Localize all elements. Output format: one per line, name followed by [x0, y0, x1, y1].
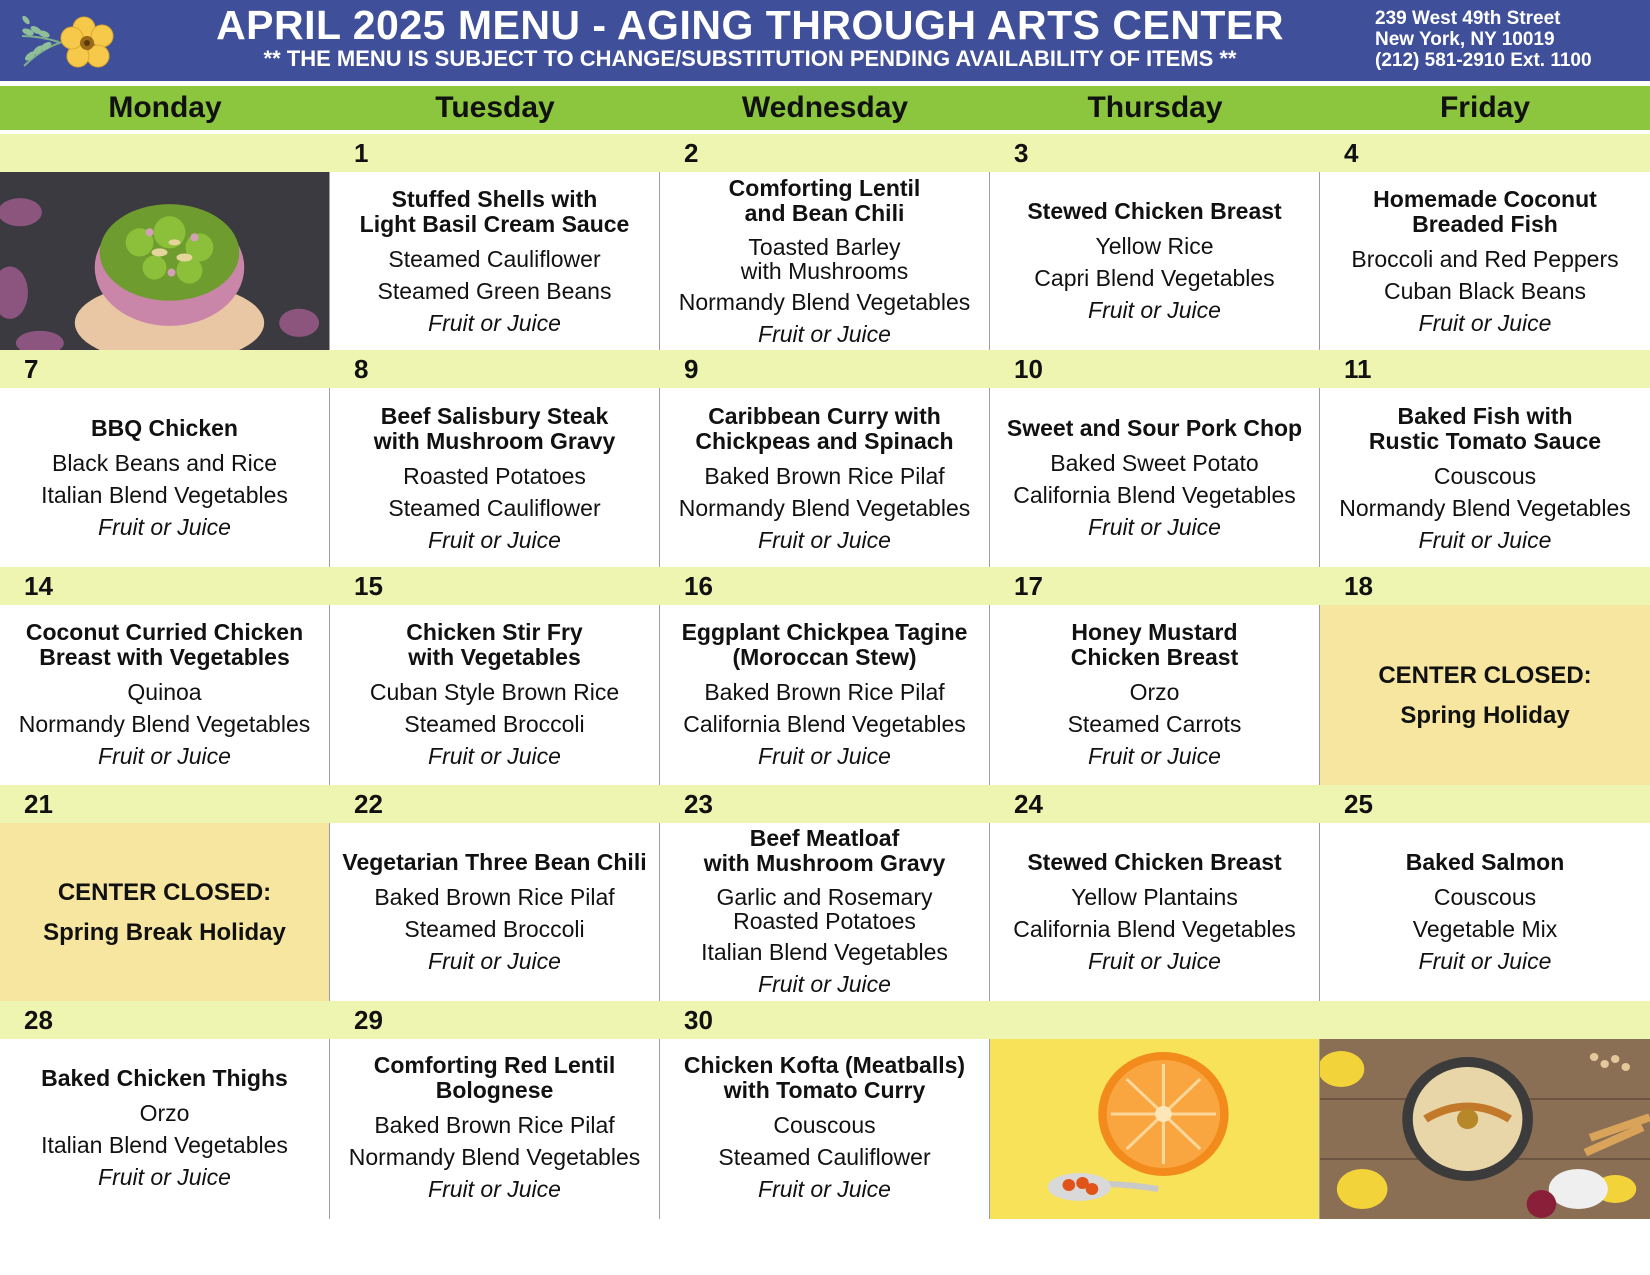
- side-dish: Steamed Cauliflower: [718, 1144, 931, 1170]
- main-dish: [374, 1053, 615, 1103]
- side-dish: Normandy Blend Vegetables: [678, 288, 971, 315]
- fruit-or-juice: Fruit or Juice: [98, 743, 231, 769]
- week-row: [0, 350, 1650, 571]
- main-dish-line: and Bean Chili: [744, 199, 905, 226]
- main-dish: [1369, 404, 1601, 454]
- side-dish: Baked Sweet Potato: [1050, 450, 1259, 476]
- side-dish: Baked Brown Rice Pilaf: [704, 462, 945, 489]
- week-row: [0, 1001, 1650, 1219]
- week-row: [0, 785, 1650, 1003]
- date-strip: [0, 785, 1650, 823]
- main-dish-line: Sweet and Sour Pork Chop: [1006, 415, 1303, 441]
- side-dish: Quinoa: [127, 679, 202, 705]
- main-dish-line: with Vegetables: [408, 644, 581, 670]
- main-dish: [1027, 199, 1281, 224]
- main-dish: [682, 620, 968, 670]
- main-dish-line: Breast with Vegetables: [39, 644, 290, 670]
- date-number: 17: [1014, 571, 1043, 601]
- main-dish: [729, 176, 921, 226]
- main-dish: [406, 620, 582, 670]
- flower-logo-icon: [14, 6, 124, 74]
- main-dish: [1406, 850, 1565, 875]
- weekday-thursday: Thursday: [1087, 91, 1223, 124]
- menu-cell-tuesday: [330, 1039, 660, 1219]
- menu-cell-monday: [0, 1039, 330, 1219]
- fruit-or-juice: Fruit or Juice: [98, 1163, 231, 1190]
- main-dish-line: Baked Fish with: [1397, 402, 1573, 429]
- side-dish: Steamed Green Beans: [377, 277, 612, 304]
- main-dish-line: Chicken Breast: [1070, 644, 1239, 670]
- date-number: 2: [684, 138, 699, 168]
- side-dish: Roasted Potatoes: [403, 462, 586, 489]
- closed-label: CENTER CLOSED:: [1378, 662, 1592, 689]
- side-dish: Steamed Broccoli: [404, 915, 585, 942]
- menu-cell-friday: [1320, 388, 1650, 571]
- side-dish: California Blend Vegetables: [683, 711, 966, 737]
- fruit-or-juice: Fruit or Juice: [428, 743, 561, 769]
- menu-cell-wednesday: [660, 1039, 990, 1219]
- side-dish: Vegetable Mix: [1412, 915, 1558, 942]
- side-dish: Broccoli and Red Peppers: [1351, 245, 1619, 272]
- address-city: New York, NY 10019: [1375, 29, 1555, 50]
- menu-cell-thursday: [990, 172, 1320, 353]
- main-dish-line: Comforting Red Lentil: [373, 1052, 616, 1078]
- menu-cell-tuesday: [330, 172, 660, 353]
- main-dish-line: Baked Salmon: [1405, 848, 1565, 875]
- fruit-or-juice: Fruit or Juice: [758, 743, 891, 769]
- side-dish: Baked Brown Rice Pilaf: [374, 883, 615, 910]
- main-dish-line: Stuffed Shells with: [391, 185, 598, 212]
- fruit-or-juice: Fruit or Juice: [1088, 297, 1221, 323]
- menu-cell-wednesday: [660, 388, 990, 571]
- date-number: 18: [1344, 571, 1373, 601]
- side-dish: Orzo: [139, 1099, 190, 1126]
- date-number: 8: [354, 354, 369, 384]
- main-dish-line: Chicken Kofta (Meatballs): [683, 1052, 966, 1078]
- side-dish: Baked Brown Rice Pilaf: [704, 679, 945, 705]
- main-dish-line: Homemade Coconut: [1373, 185, 1597, 212]
- date-number: 29: [354, 1005, 383, 1035]
- menu-cell-monday: [0, 605, 330, 787]
- fruit-or-juice: Fruit or Juice: [1088, 743, 1221, 769]
- week-row: [0, 567, 1650, 787]
- fruit-or-juice: Fruit or Juice: [1088, 947, 1221, 974]
- page-title: APRIL 2025 MENU - AGING THROUGH ARTS CENTER: [216, 2, 1284, 48]
- main-dish-line: Honey Mustard: [1071, 619, 1238, 645]
- fruit-or-juice: Fruit or Juice: [1088, 514, 1221, 540]
- main-dish: [684, 1053, 965, 1103]
- side-dish: Normandy Blend Vegetables: [18, 711, 311, 737]
- main-dish: [26, 620, 303, 670]
- main-dish-line: Coconut Curried Chicken: [25, 619, 304, 645]
- main-dish-line: Beef Salisbury Steak: [380, 402, 609, 429]
- date-strip: [0, 1001, 1650, 1039]
- menu-cell-friday: [1320, 172, 1650, 353]
- center-closed-cell-monday: [0, 823, 330, 1003]
- date-strip: [0, 567, 1650, 605]
- weekday-wednesday: Wednesday: [741, 91, 909, 124]
- main-dish-line: Vegetarian Three Bean Chili: [342, 848, 647, 875]
- salad-bowl-photo: [0, 172, 330, 353]
- side-dish: California Blend Vegetables: [1013, 482, 1296, 508]
- side-dish: Black Beans and Rice: [51, 450, 277, 476]
- address-block: [1375, 8, 1645, 71]
- main-dish-line: Chicken Stir Fry: [406, 619, 583, 645]
- side-dish: Steamed Broccoli: [404, 711, 585, 737]
- side-dish: Couscous: [1433, 883, 1537, 910]
- fruit-or-juice: Fruit or Juice: [758, 1176, 891, 1202]
- main-dish-line: Stewed Chicken Breast: [1027, 198, 1282, 224]
- fruit-or-juice: Fruit or Juice: [428, 1176, 561, 1202]
- fruit-or-juice: Fruit or Juice: [428, 526, 561, 553]
- date-strip: [0, 134, 1650, 172]
- date-number: 9: [684, 354, 699, 384]
- hummus-lemon-photo: [1320, 1039, 1650, 1219]
- menu-cell-wednesday: [660, 823, 990, 1003]
- main-dish-line: Chickpeas and Spinach: [695, 427, 954, 454]
- main-dish-line: Bolognese: [435, 1077, 554, 1103]
- menu-cell-wednesday: [660, 172, 990, 353]
- date-number: 16: [684, 571, 713, 601]
- menu-cell-thursday: [990, 388, 1320, 571]
- menu-cell-thursday: [990, 823, 1320, 1003]
- weekday-friday: Friday: [1439, 91, 1531, 124]
- fruit-or-juice: Fruit or Juice: [1418, 947, 1552, 974]
- weekday-header-bar: [0, 86, 1650, 130]
- date-strip: [0, 350, 1650, 388]
- main-dish: [342, 850, 646, 875]
- menu-cell-wednesday: [660, 605, 990, 787]
- main-dish: [91, 416, 238, 441]
- date-number: 1: [354, 138, 369, 168]
- side-dish: Toasted Barley with Mushrooms: [740, 233, 909, 284]
- date-number: 21: [24, 789, 53, 819]
- side-dish: Baked Brown Rice Pilaf: [374, 1112, 615, 1138]
- date-number: 10: [1014, 354, 1043, 384]
- main-dish-line: Baked Chicken Thighs: [41, 1064, 288, 1091]
- page-header: [0, 0, 1650, 81]
- weekday-monday: Monday: [108, 91, 222, 124]
- main-dish: [1027, 850, 1281, 875]
- side-dish: California Blend Vegetables: [1013, 915, 1296, 942]
- main-dish-line: BBQ Chicken: [91, 415, 238, 441]
- side-dish: Couscous: [773, 1112, 876, 1138]
- date-number: 25: [1344, 789, 1373, 819]
- address-phone: (212) 581-2910 Ext. 1100: [1375, 50, 1592, 71]
- address-street: 239 West 49th Street: [1375, 8, 1561, 29]
- main-dish: [704, 826, 946, 876]
- side-dish: Italian Blend Vegetables: [701, 939, 948, 965]
- date-number: 14: [24, 571, 53, 601]
- center-closed-cell-friday: [1320, 605, 1650, 787]
- main-dish: [41, 1066, 288, 1091]
- main-dish-line: Rustic Tomato Sauce: [1368, 427, 1602, 454]
- calendar-grid: [0, 134, 1650, 1275]
- side-dish: Normandy Blend Vegetables: [1339, 494, 1631, 521]
- fruit-or-juice: Fruit or Juice: [428, 309, 561, 336]
- fruit-or-juice: Fruit or Juice: [1418, 526, 1552, 553]
- side-dish: Steamed Cauliflower: [388, 245, 601, 272]
- main-dish: [1007, 416, 1302, 441]
- main-dish: [1071, 620, 1238, 670]
- main-dish-line: Light Basil Cream Sauce: [359, 210, 630, 237]
- menu-cell-thursday: [990, 605, 1320, 787]
- date-number: 4: [1344, 138, 1359, 168]
- week-row: [0, 134, 1650, 353]
- weekday-tuesday: Tuesday: [435, 91, 555, 124]
- side-dish: Steamed Carrots: [1067, 711, 1242, 737]
- main-dish: [360, 187, 630, 237]
- main-dish: [374, 404, 616, 454]
- fruit-or-juice: Fruit or Juice: [758, 320, 891, 347]
- fruit-or-juice: Fruit or Juice: [758, 971, 891, 997]
- main-dish-line: Comforting Lentil: [728, 174, 921, 201]
- fruit-or-juice: Fruit or Juice: [428, 947, 561, 974]
- main-dish-line: Beef Meatloaf: [749, 825, 900, 851]
- date-number: 28: [24, 1005, 53, 1035]
- side-dish: Orzo: [1129, 679, 1180, 705]
- fruit-or-juice: Fruit or Juice: [1418, 309, 1552, 336]
- date-number: 24: [1014, 789, 1043, 819]
- menu-cell-tuesday: [330, 605, 660, 787]
- side-dish: Italian Blend Vegetables: [41, 482, 288, 508]
- side-dish: Cuban Style Brown Rice: [369, 679, 620, 705]
- date-number: 30: [684, 1005, 713, 1035]
- side-dish: Normandy Blend Vegetables: [348, 1144, 641, 1170]
- page-subtitle: ** THE MENU IS SUBJECT TO CHANGE/SUBSTITUTION PENDING AVAILABILITY OF ITEMS **: [263, 46, 1237, 71]
- main-dish: [1373, 187, 1597, 237]
- fruit-or-juice: Fruit or Juice: [98, 514, 231, 540]
- date-number: 23: [684, 789, 713, 819]
- menu-cell-friday: [1320, 823, 1650, 1003]
- main-dish-line: with Mushroom Gravy: [373, 427, 616, 454]
- closed-reason: Spring Holiday: [1400, 702, 1570, 729]
- menu-cell-monday: [0, 388, 330, 571]
- date-number: 7: [24, 354, 39, 384]
- main-dish-line: Eggplant Chickpea Tagine: [681, 619, 968, 645]
- main-dish-line: Stewed Chicken Breast: [1027, 848, 1282, 875]
- fruit-or-juice: Fruit or Juice: [758, 526, 891, 553]
- side-dish: Couscous: [1433, 462, 1537, 489]
- main-dish-line: (Moroccan Stew): [732, 644, 917, 670]
- main-dish: [695, 404, 953, 454]
- main-dish-line: with Tomato Curry: [723, 1077, 926, 1103]
- side-dish: Garlic and Rosemary Roasted Potatoes: [716, 884, 933, 934]
- side-dish: Cuban Black Beans: [1383, 277, 1586, 304]
- side-dish: Italian Blend Vegetables: [41, 1131, 288, 1158]
- side-dish: Steamed Cauliflower: [388, 494, 601, 521]
- menu-cell-tuesday: [330, 823, 660, 1003]
- closed-label: CENTER CLOSED:: [57, 879, 272, 906]
- date-number: 11: [1344, 354, 1372, 384]
- main-dish-line: Caribbean Curry with: [708, 402, 941, 429]
- side-dish: Yellow Plantains: [1071, 883, 1238, 910]
- date-number: 22: [354, 789, 383, 819]
- side-dish: Yellow Rice: [1095, 233, 1214, 259]
- menu-cell-tuesday: [330, 388, 660, 571]
- side-dish: Normandy Blend Vegetables: [678, 494, 971, 521]
- orange-spoon-photo: [990, 1039, 1320, 1219]
- closed-reason: Spring Break Holiday: [43, 919, 286, 946]
- date-number: 3: [1014, 138, 1029, 168]
- side-dish: Capri Blend Vegetables: [1034, 265, 1275, 291]
- main-dish-line: with Mushroom Gravy: [703, 850, 946, 876]
- main-dish-line: Breaded Fish: [1412, 210, 1558, 237]
- date-number: 15: [354, 571, 383, 601]
